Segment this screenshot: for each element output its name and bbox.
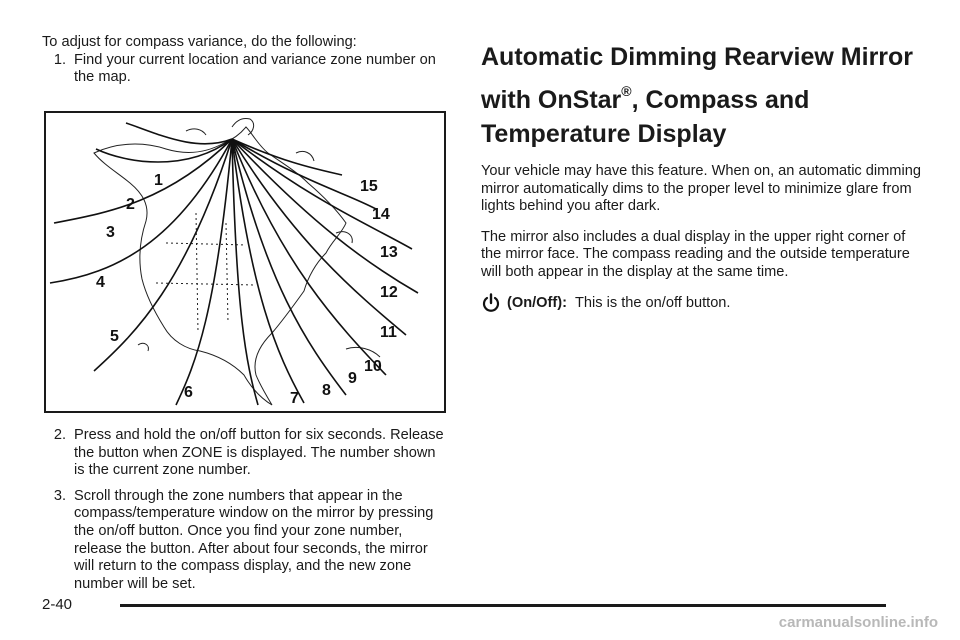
zone-label-8: 8: [322, 382, 331, 399]
step-number: 1.: [53, 51, 66, 68]
right-column: [481, 42, 921, 313]
step-number: 2.: [53, 427, 66, 443]
zone-line: [126, 123, 232, 144]
zone-label-15: 15: [360, 178, 378, 195]
step-2: [42, 427, 448, 480]
zone-label-4: 4: [96, 274, 105, 291]
zone-labels: [96, 172, 398, 407]
title-compass: , Compass and: [631, 86, 810, 114]
onoff-label: (On/Off):: [507, 294, 567, 311]
footer-rule: [120, 604, 886, 607]
zone-label-1: 1: [154, 172, 163, 189]
step-number: 3.: [53, 487, 66, 504]
zone-label-10: 10: [364, 358, 382, 375]
step-text: Press and hold the on/off button for six seconds. Release the button when ZONE is displayed. The number shown is the current zone number.: [74, 427, 444, 479]
page-number: 2-40: [42, 596, 73, 613]
zone-label-13: 13: [380, 244, 398, 261]
zone-lines: [50, 123, 418, 405]
registered-mark: ®: [621, 83, 632, 99]
power-icon: [481, 293, 501, 313]
title-onstar: with OnStar: [481, 86, 622, 114]
onoff-description: [481, 295, 921, 313]
watermark: carmanualsonline.info: [778, 614, 938, 631]
zone-label-2: 2: [126, 196, 135, 213]
zone-line: [232, 139, 376, 209]
zone-label-9: 9: [348, 370, 357, 387]
zone-line: [96, 139, 232, 162]
feature-paragraph: Your vehicle may have this feature. When on, an automatic dimming mirror automatically dims to the proper level to minimize glare from lights behind you after dark.: [481, 163, 921, 215]
display-paragraph: The mirror also includes a dual display in the upper right corner of the mirror face. The compass reading and the outside temperature will both appear in the display at the same time.: [481, 228, 910, 280]
zone-label-14: 14: [372, 206, 390, 223]
step-3: [42, 488, 448, 594]
zone-label-6: 6: [184, 384, 193, 401]
left-lower-steps: [42, 427, 448, 601]
intro-text: To adjust for compass variance, do the following:: [42, 34, 357, 50]
zone-label-11: 11: [380, 324, 397, 341]
zone-label-7: 7: [290, 390, 299, 407]
zone-line: [176, 139, 232, 405]
step-text: Scroll through the zone numbers that appear in the compass/temperature window on the mirror by pressing the on/off button. Once you find your zone number, release the button. After about four seconds, the mirror will return to the compass display, and the new zone number will be set.: [74, 487, 434, 592]
compass-variance-zone-map: [44, 111, 446, 413]
onoff-text: This is the on/off button.: [574, 294, 731, 311]
zone-label-12: 12: [380, 284, 398, 301]
step-1: [42, 52, 448, 87]
section-title: [481, 42, 921, 149]
zone-label-3: 3: [106, 224, 115, 241]
zone-line: [232, 139, 406, 335]
title-line-2: [481, 76, 921, 115]
step-text: Find your current location and variance zone number on the map.: [74, 51, 436, 86]
zone-label-5: 5: [110, 328, 119, 345]
zone-map-graphic: [46, 113, 444, 411]
left-column: [42, 34, 448, 95]
zone-line: [232, 139, 418, 293]
title-line-1: Automatic Dimming Rearview Mirror: [481, 43, 914, 71]
title-line-3: Temperature Display: [481, 120, 727, 148]
